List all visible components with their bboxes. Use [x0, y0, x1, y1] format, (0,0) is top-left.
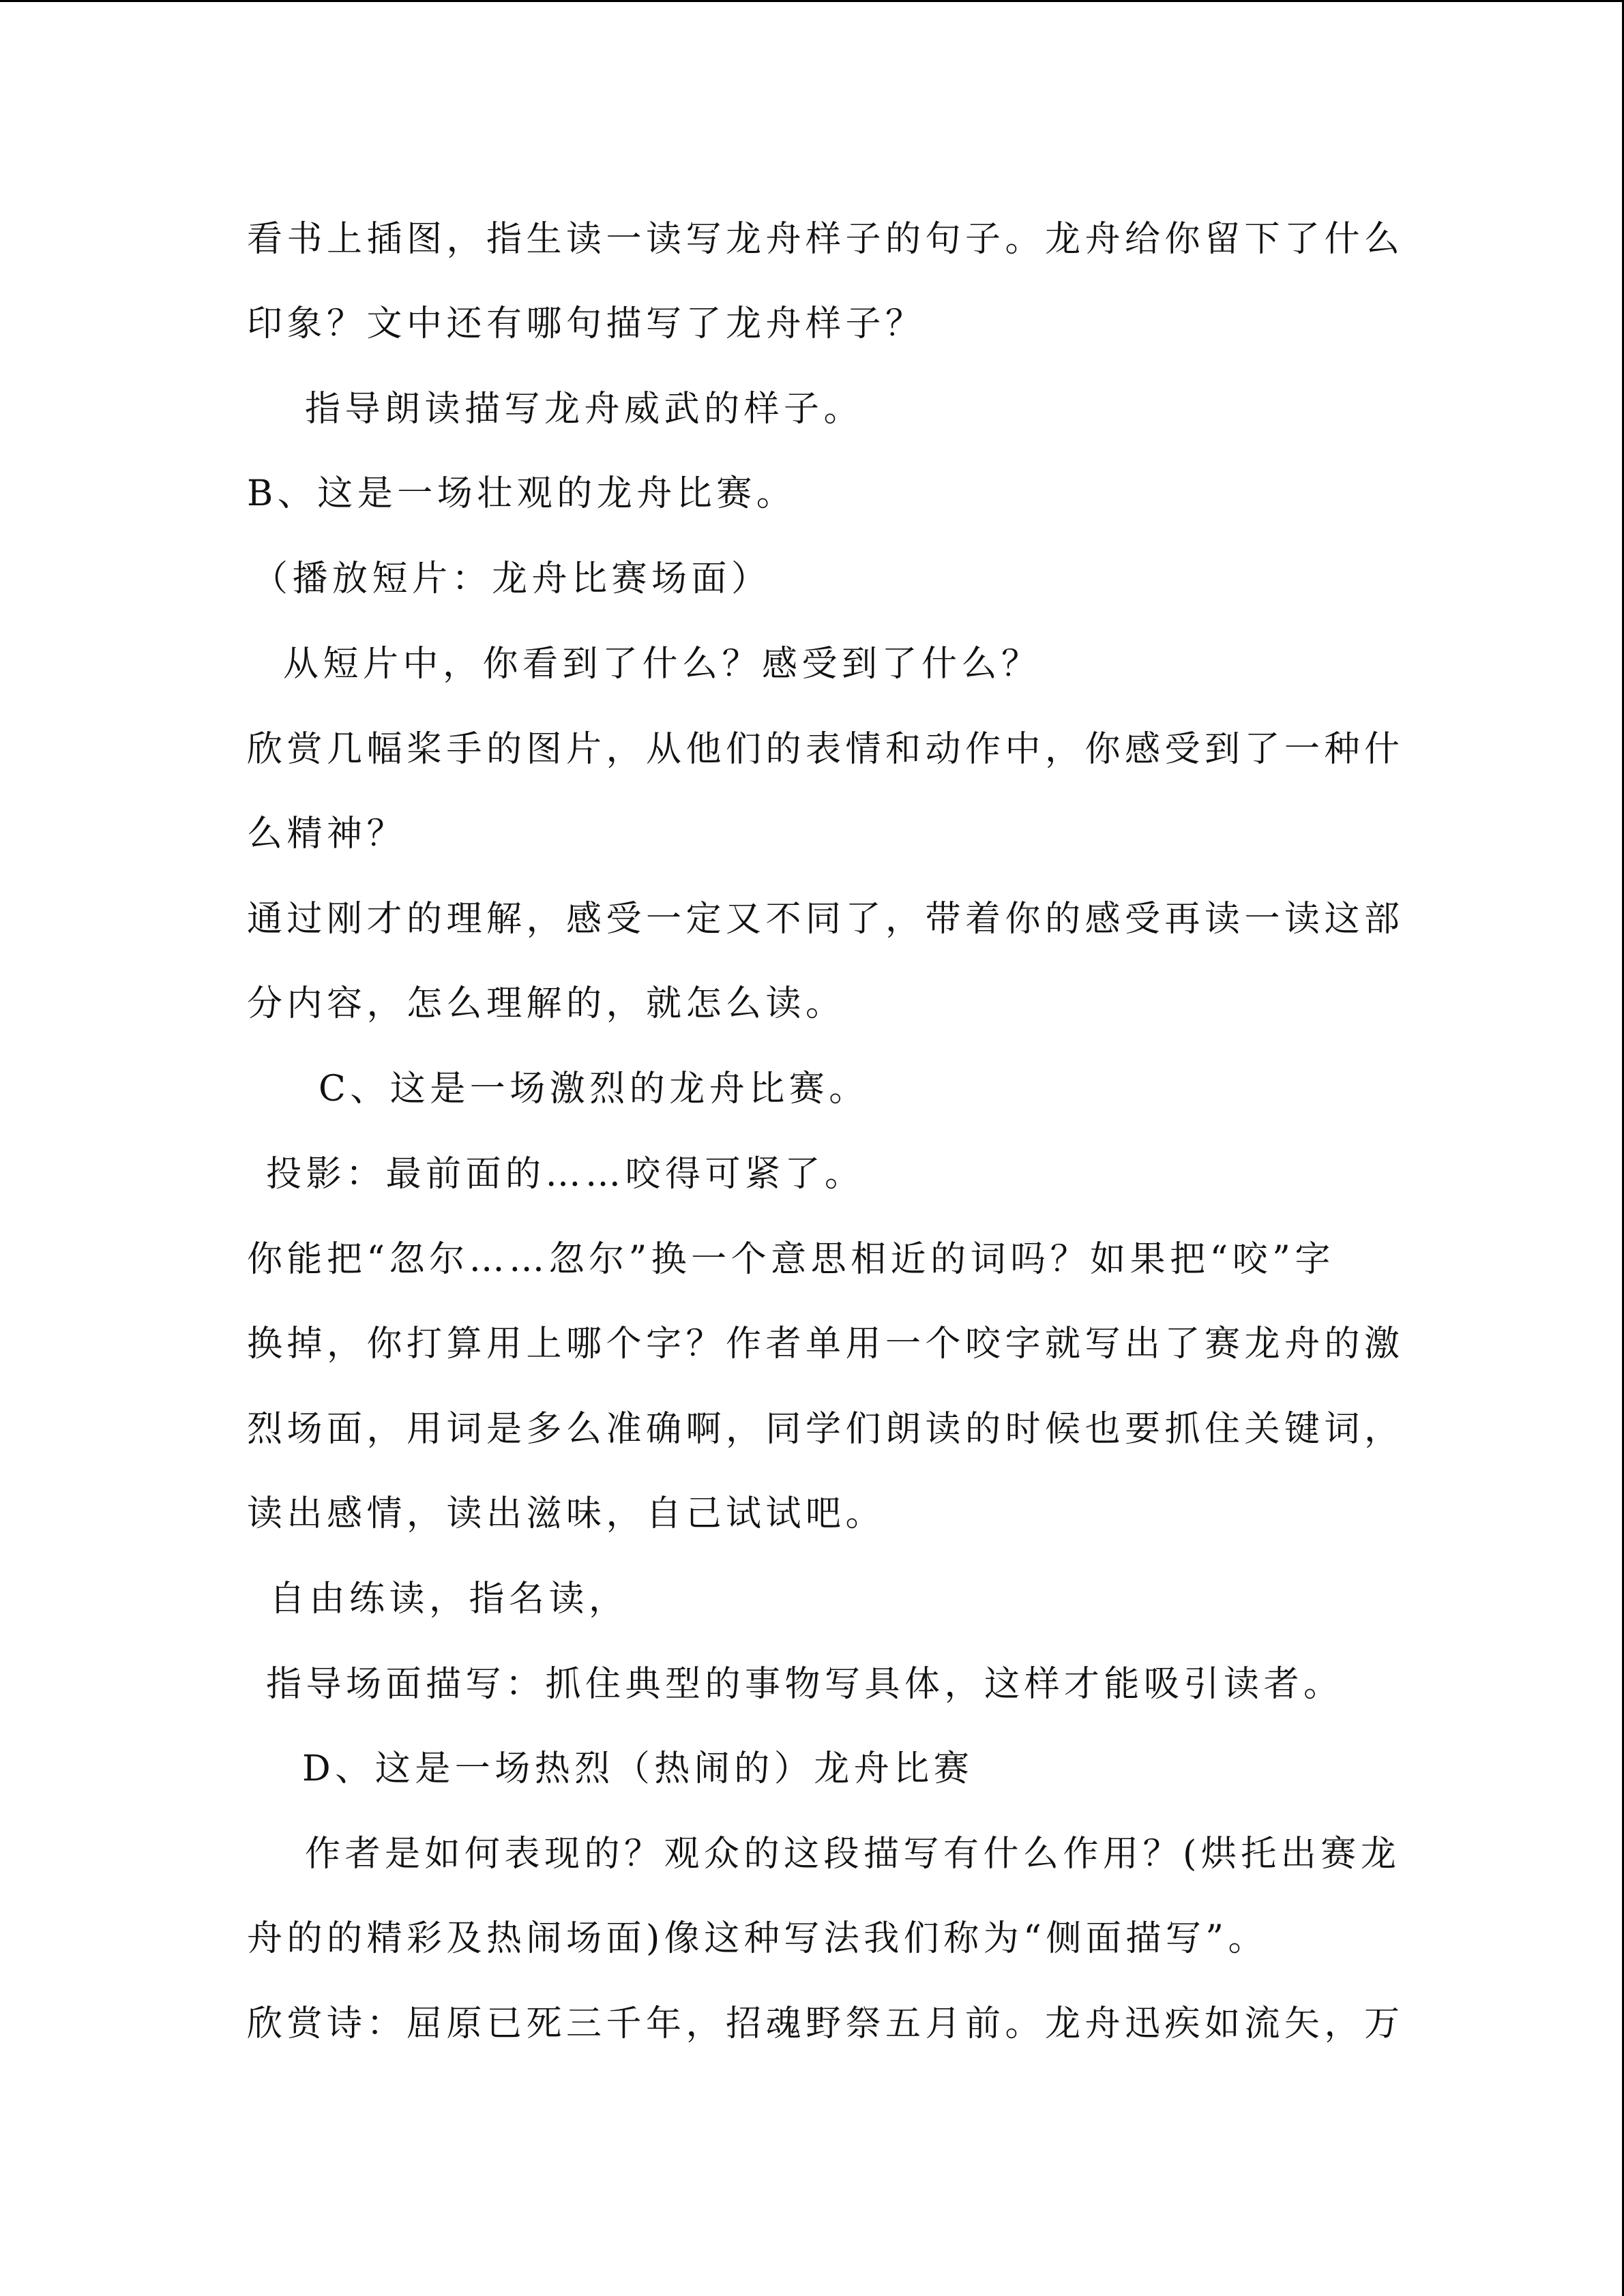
- text-line: 分内容，怎么理解的，就怎么读。: [247, 983, 846, 1024]
- section-heading-d: D、这是一场热烈（热闹的）龙舟比赛: [302, 1748, 974, 1789]
- section-heading-b: B、这是一场壮观的龙舟比赛。: [247, 473, 797, 514]
- page-top-border: [0, 0, 1624, 2]
- text-line: 读出感情，读出滋味，自己试试吧。: [247, 1493, 886, 1534]
- text-line: 投影：最前面的……咬得可紧了。: [266, 1154, 865, 1195]
- text-line: 通过刚才的理解，感受一定又不同了，带着你的感受再读一读这部: [247, 899, 1404, 940]
- text-line: 从短片中，你看到了什么？感受到了什么？: [283, 644, 1042, 685]
- text-line: 指导场面描写：抓住典型的事物写具体，这样才能吸引读者。: [266, 1664, 1344, 1705]
- text-line: 欣赏诗：屈原已死三千年，招魂野祭五月前。龙舟迅疾如流矢，万: [247, 2003, 1404, 2044]
- text-line: 你能把“忽尔……忽尔”换一个意思相近的词吗？如果把“咬”字: [247, 1239, 1335, 1280]
- text-line: 看书上插图，指生读一读写龙舟样子的句子。龙舟给你留下了什么: [247, 219, 1404, 260]
- text-line: 作者是如何表现的？观众的这段描写有什么作用？(烘托出赛龙: [305, 1834, 1401, 1875]
- text-line: 换掉，你打算用上哪个字？作者单用一个咬字就写出了赛龙舟的激: [247, 1324, 1404, 1365]
- text-line: 欣赏几幅桨手的图片，从他们的表情和动作中，你感受到了一种什: [247, 729, 1404, 770]
- text-line: 么精神？: [247, 814, 407, 854]
- text-line: 舟的的精彩及热闹场面)像这种写法我们称为“侧面描写”。: [247, 1918, 1268, 1959]
- text-line: （播放短片：龙舟比赛场面）: [252, 558, 771, 599]
- text-line: 烈场面，用词是多么准确啊，同学们朗读的时候也要抓住关键词，: [247, 1409, 1404, 1450]
- text-line: 印象？文中还有哪句描写了龙舟样子？: [247, 303, 926, 344]
- section-heading-c: C、这是一场激烈的龙舟比赛。: [319, 1069, 869, 1109]
- text-line: 自由练读，指名读，: [269, 1579, 629, 1620]
- text-line: 指导朗读描写龙舟威武的样子。: [305, 389, 864, 430]
